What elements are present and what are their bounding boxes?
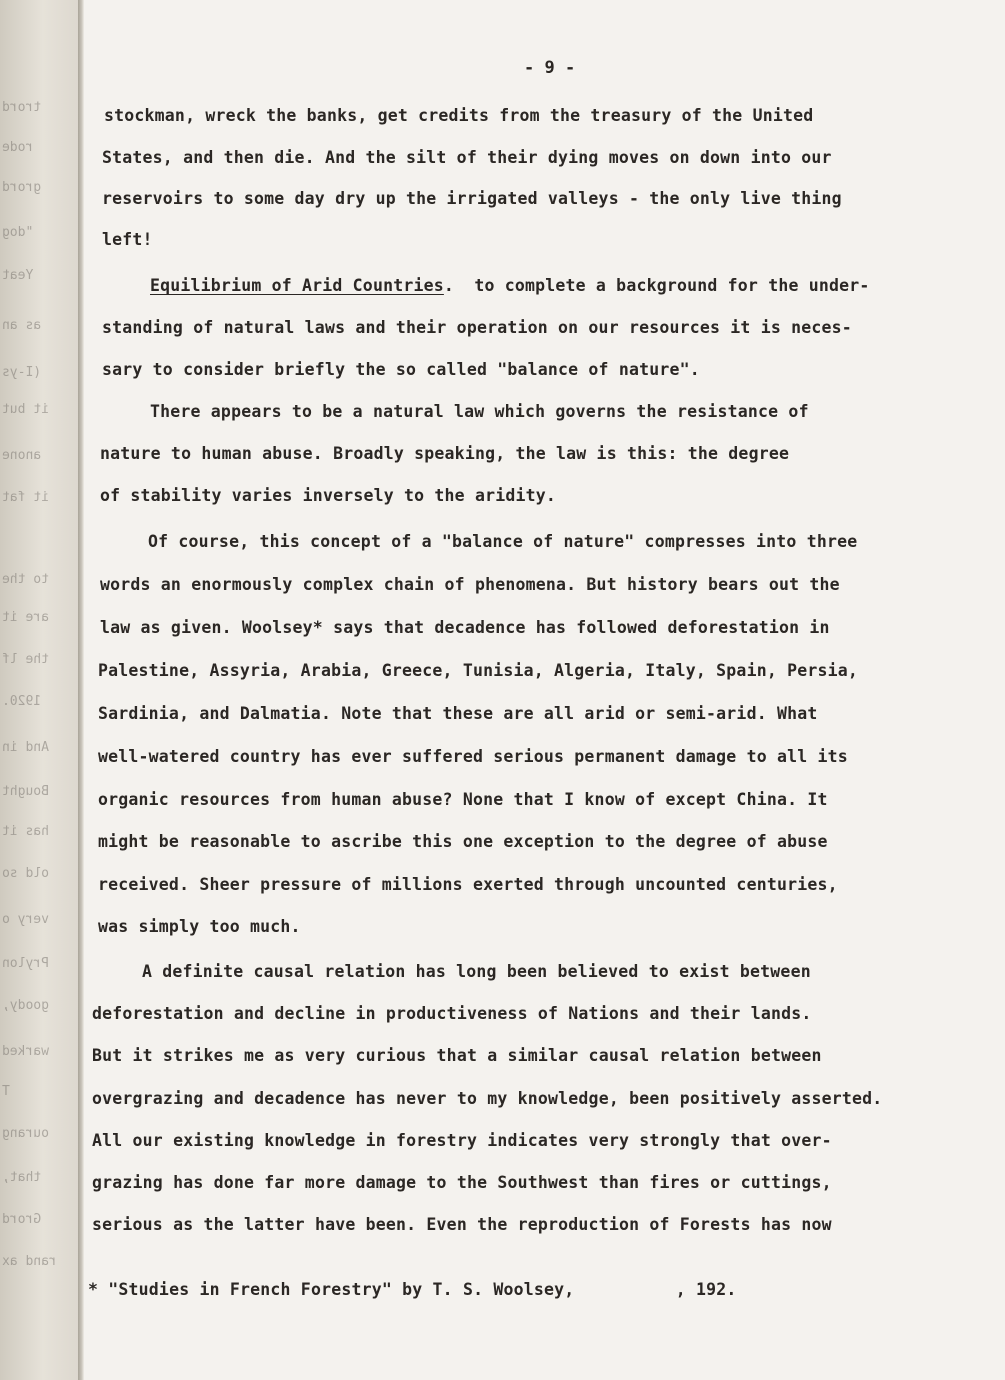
text-line: All our existing knowledge in forestry indicates very strongly that over- xyxy=(92,1131,832,1150)
text-line: left! xyxy=(102,230,153,249)
bleed-through-text: as an xyxy=(2,318,42,333)
bleed-through-text: trord xyxy=(2,100,42,115)
text-line: stockman, wreck the banks, get credits from the treasury of the United xyxy=(104,106,814,125)
bleed-through-text: grord xyxy=(2,180,42,195)
text-line: law as given. Woolsey* says that decadence has followed deforestation in xyxy=(100,618,830,637)
text-line: nature to human abuse. Broadly speaking, the law is this: the degree xyxy=(100,444,790,463)
bleed-through-text: it but xyxy=(2,402,49,417)
text-line: Of course, this concept of a "balance of nature" compresses into three xyxy=(148,532,858,551)
document-page xyxy=(84,0,1005,1380)
text-line: organic resources from human abuse? None that I know of except China. It xyxy=(98,790,828,809)
text-line: But it strikes me as very curious that a similar causal relation between xyxy=(92,1046,822,1065)
text-line: words an enormously complex chain of phenomena. But history bears out the xyxy=(100,575,840,594)
bleed-through-text: T xyxy=(2,1084,10,1099)
bleed-through-text: warked xyxy=(2,1044,49,1059)
text-line: reservoirs to some day dry up the irrigated valleys - the only live thing xyxy=(102,189,842,208)
bleed-through-text: anone xyxy=(2,448,42,463)
bleed-through-text: rand ax xyxy=(2,1254,57,1269)
bleed-through-text: And in xyxy=(2,740,49,755)
text-line: was simply too much. xyxy=(98,917,301,936)
text-line: deforestation and decline in productiveness of Nations and their lands. xyxy=(92,1004,812,1023)
footnote: * "Studies in French Forestry" by T. S. Woolsey, , 192. xyxy=(88,1280,737,1299)
bleed-through-text: to the xyxy=(2,572,49,587)
bleed-through-text: Bought xyxy=(2,784,49,799)
text-line: sary to consider briefly the so called "balance of nature". xyxy=(102,360,700,379)
text-line: overgrazing and decadence has never to my knowledge, been positively asserted. xyxy=(92,1089,883,1108)
text-line: well-watered country has ever suffered serious permanent damage to all its xyxy=(98,747,848,766)
text-line: standing of natural laws and their operation on our resources it is neces- xyxy=(102,318,852,337)
section-heading: Equilibrium of Arid Countries xyxy=(150,276,444,295)
page-number: - 9 - xyxy=(524,58,576,78)
section-heading-line xyxy=(150,276,870,295)
bleed-through-text: old so xyxy=(2,866,49,881)
bleed-through-text: ourang xyxy=(2,1126,49,1141)
bleed-through-text: Prylon xyxy=(2,956,49,971)
text-line: might be reasonable to ascribe this one exception to the degree of abuse xyxy=(98,832,828,851)
text-line: Sardinia, and Dalmatia. Note that these are all arid or semi-arid. What xyxy=(98,704,818,723)
bleed-through-text: goody, xyxy=(2,998,49,1013)
bleed-through-text: 1920. xyxy=(2,694,42,709)
text-line: Palestine, Assyria, Arabia, Greece, Tunisia, Algeria, Italy, Spain, Persia, xyxy=(98,661,859,680)
text-line: serious as the latter have been. Even the reproduction of Forests has now xyxy=(92,1215,832,1234)
bleed-through-text: "dog xyxy=(2,225,34,240)
text-line: A definite causal relation has long been believed to exist between xyxy=(142,962,811,981)
section-heading-period: . xyxy=(443,276,455,295)
heading-paragraph-start: to complete a background for the under- xyxy=(474,276,870,295)
bleed-through-text: rode xyxy=(2,140,34,155)
bleed-through-text: it fat xyxy=(2,490,49,505)
text-line: of stability varies inversely to the aridity. xyxy=(100,486,557,505)
text-line: received. Sheer pressure of millions exerted through uncounted centuries, xyxy=(98,875,838,894)
bleed-through-text: (I-ys xyxy=(2,365,42,380)
text-line: States, and then die. And the silt of their dying moves on down into our xyxy=(102,148,832,167)
bleed-through-text: the lf xyxy=(2,652,49,667)
bleed-through-text: that, xyxy=(2,1170,42,1185)
text-line: There appears to be a natural law which governs the resistance of xyxy=(150,402,809,421)
bleed-through-text: Grord xyxy=(2,1212,42,1227)
text-line: grazing has done far more damage to the Southwest than fires or cuttings, xyxy=(92,1173,832,1192)
bleed-through-text: has it xyxy=(2,824,49,839)
previous-page-edge xyxy=(0,0,78,1380)
bleed-through-text: are it xyxy=(2,610,49,625)
bleed-through-text: Yeat xyxy=(2,268,34,283)
bleed-through-text: very o xyxy=(2,912,49,927)
